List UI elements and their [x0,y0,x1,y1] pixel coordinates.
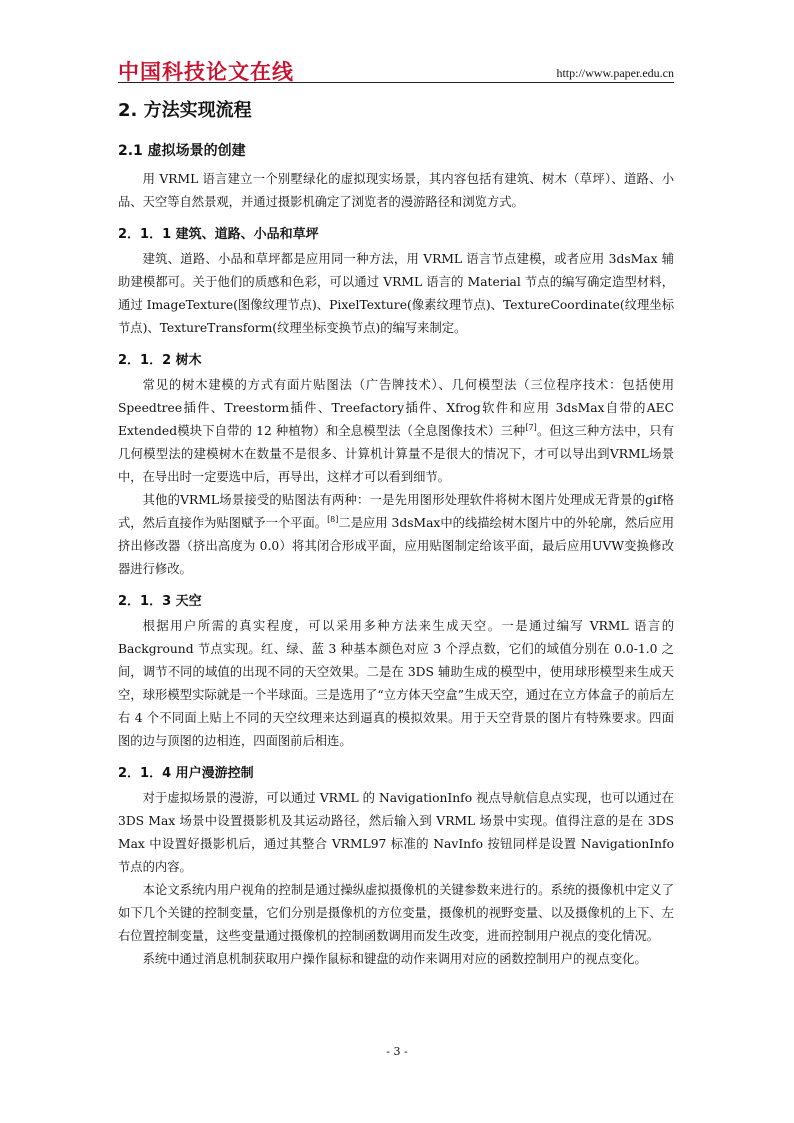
heading-buildings: 2．1．1 建筑、道路、小品和草坪 [118,227,319,242]
paragraph-navigation-2: 本论文系统内用户视角的控制是通过操纵虚拟摄像机的关键参数来进行的。系统的摄像机中定义了如下几个关键的控制变量，它们分别是摄像机的方位变量，摄像机的视野变量、以及摄像机的上下、左右位置控制变量，这些变量通过摄像机的控制函数调用而发生改变，进而控制用户视点的变化情况。 [118,883,674,943]
site-url[interactable]: http://www.paper.edu.cn [556,66,674,80]
citation-8[interactable]: [8] [327,514,339,524]
paragraph-trees-1 [118,374,674,489]
paragraph-navigation-1: 对于虚拟场景的漫游，可以通过 VRML 的 NavigationInfo 视点导航信息点实现，也可以通过在 3DS Max 场景中设置摄影机及其运动路径，然后输入到 VRML 场景中实现。值得注意的是在 3DS Max 中设置好摄影机后，通过其整合 VRML97 标准的 NavInfo 按钮同样是设置 NavigationInfo 节点的内容。 [118,791,674,874]
header-rule [118,82,674,83]
text-span: 其他的VRML场景接受的贴图法有两种：一是先用图形处理软件将树木图片处理成无背景的gif格式，然后直接作为贴图赋予一个平面。 [118,493,674,530]
page-number: - 3 - [386,1045,408,1058]
page-content [118,96,674,971]
subsection-title: 2.1 虚拟场景的创建 [118,143,246,159]
paragraph-buildings: 建筑、道路、小品和草坪都是应用同一种方法，用 VRML 语言节点建模，或者应用 3dsMax 辅助建模都可。关于他们的质感和色彩，可以通过 VRML 语言的 Material 节点的编写确定造型材料，通过 ImageTexture(图像纹理节点)、PixelTexture(像素纹理节点)、TextureCoordinate(纹理坐标节点)、TextureTransform(纹理坐标变换节点)的编写来制定。 [118,252,674,335]
heading-trees: 2．1．2 树木 [118,353,202,368]
heading-sky: 2．1．3 天空 [118,594,202,609]
text-span: 。但这三种方法中，只有几何模型法的建模树木在数量不是很多、计算机计算量不是很大的情况下，才可以导出到VRML场景中，在导出时一定要选中后，再导出，这样才可以看到细节。 [118,424,674,484]
text-span: 二是应用 3dsMax中的线描绘树木图片中的外轮廓，然后应用挤出修改器（挤出高度为 0.0）将其闭合形成平面，应用贴图制定给该平面，最后应用UVW变换修改器进行修改。 [118,516,675,576]
site-logo: 中国科技论文在线 [118,60,294,84]
page-header [118,56,674,84]
paragraph-navigation-3: 系统中通过消息机制获取用户操作鼠标和键盘的动作来调用对应的函数控制用户的视点变化。 [142,952,647,966]
heading-navigation: 2．1．4 用户漫游控制 [118,766,254,781]
text-span: 常见的树木建模的方式有面片贴图法（广告牌技术）、几何模型法（三位程序技术：包括使用Speedtree插件、Treestorm插件、Treefactory插件、Xfrog软件和应用 3dsMax自带的AEC Extended模块下自带的 12 种植物）和全息模型法（全息图像技术）三种 [118,378,674,438]
section-title: 2. 方法实现流程 [118,100,252,121]
intro-paragraph: 用 VRML 语言建立一个别墅绿化的虚拟现实场景，其内容包括有建筑、树木（草坪）、道路、小品、天空等自然景观，并通过摄影机确定了浏览者的漫游路径和浏览方式。 [118,172,674,209]
paragraph-trees-2 [118,489,674,581]
paragraph-sky: 根据用户所需的真实程度，可以采用多种方法来生成天空。一是通过编写 VRML 语言的 Background 节点实现。红、绿、蓝 3 种基本颜色对应 3 个浮点数，它们的域值分别在 0.0-1.0 之间，调节不同的域值的出现不同的天空效果。二是在 3DS 辅助生成的模型中，使用球形模型来生成天空，球形模型实际就是一个半球面。三是选用了“立方体天空盒”生成天空，通过在立方体盒子的前后左右 4 个不同面上贴上不同的天空纹理来达到逼真的模拟效果。用于天空背景的图片有特殊要求。四面图的边与顶图的边相连，四面图前后相连。 [118,619,674,748]
citation-7[interactable]: [7] [525,422,537,432]
